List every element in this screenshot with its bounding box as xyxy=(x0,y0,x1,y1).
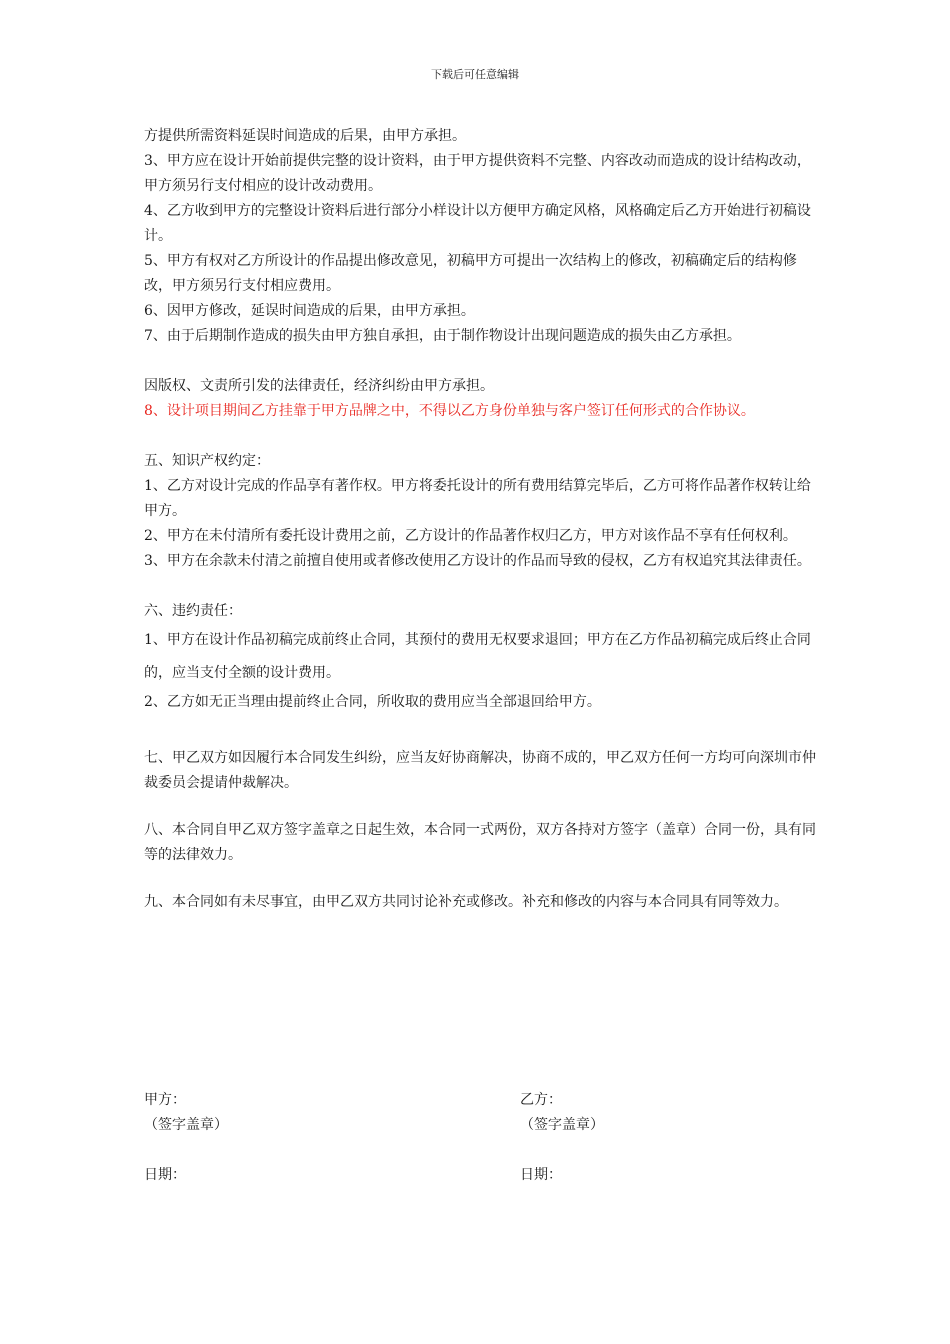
section-5-title: 五、知识产权约定： xyxy=(144,453,270,469)
clause-7: 7、由于后期制作造成的损失由甲方独自承担，由于制作物设计出现问题造成的损失由乙方承担。 xyxy=(144,328,741,344)
party-b-seal: （签字盖章） xyxy=(520,1117,604,1133)
clause-8-highlight: 8、设计项目期间乙方挂靠于甲方品牌之中，不得以乙方身份单独与客户签订任何形式的合作协议。 xyxy=(144,403,755,419)
paragraph: 方提供所需资料延误时间造成的后果，由甲方承担。 xyxy=(144,128,466,144)
party-a-seal: （签字盖章） xyxy=(144,1117,228,1133)
section-5-item-3: 3、甲方在余款未付清之前擅自使用或者修改使用乙方设计的作品而导致的侵权，乙方有权追究其法律责任。 xyxy=(144,553,811,569)
party-b-date: 日期： xyxy=(520,1167,562,1183)
section-6-item-2: 2、乙方如无正当理由提前终止合同，所收取的费用应当全部退回给甲方。 xyxy=(144,694,601,710)
contract-body xyxy=(144,124,816,915)
party-b-label: 乙方： xyxy=(520,1092,562,1108)
section-7: 七、甲乙双方如因履行本合同发生纠纷，应当友好协商解决，协商不成的，甲乙双方任何一方均可向深圳市仲裁委员会提请仲裁解决。 xyxy=(144,750,816,791)
clause-6: 6、因甲方修改，延误时间造成的后果，由甲方承担。 xyxy=(144,303,475,319)
clause-4: 4、乙方收到甲方的完整设计资料后进行部分小样设计以方便甲方确定风格，风格确定后乙方开始进行初稿设计。 xyxy=(144,203,811,244)
section-6-title: 六、违约责任： xyxy=(144,603,242,619)
party-a-label: 甲方： xyxy=(144,1092,186,1108)
clause-5: 5、甲方有权对乙方所设计的作品提出修改意见，初稿甲方可提出一次结构上的修改，初稿确定后的结构修改，甲方须另行支付相应费用。 xyxy=(144,253,797,294)
party-a-date: 日期： xyxy=(144,1167,186,1183)
clause-3: 3、甲方应在设计开始前提供完整的设计资料，由于甲方提供资料不完整、内容改动而造成的设计结构改动，甲方须另行支付相应的设计改动费用。 xyxy=(144,153,811,194)
section-5-item-2: 2、甲方在未付清所有委托设计费用之前，乙方设计的作品著作权归乙方，甲方对该作品不享有任何权利。 xyxy=(144,528,797,544)
party-b-signature xyxy=(520,1088,604,1188)
page-header: 下载后可任意编辑 xyxy=(431,68,519,81)
copyright-liability: 因版权、文责所引发的法律责任，经济纠纷由甲方承担。 xyxy=(144,378,494,394)
section-6-item-1: 1、甲方在设计作品初稿完成前终止合同，其预付的费用无权要求退回；甲方在乙方作品初稿完成后终止合同的，应当支付全额的设计费用。 xyxy=(144,632,811,681)
section-9: 九、本合同如有未尽事宜，由甲乙双方共同讨论补充或修改。补充和修改的内容与本合同具有同等效力。 xyxy=(144,894,788,910)
party-a-signature xyxy=(144,1088,228,1188)
section-5-item-1: 1、乙方对设计完成的作品享有著作权。甲方将委托设计的所有费用结算完毕后，乙方可将作品著作权转让给甲方。 xyxy=(144,478,811,519)
section-8: 八、本合同自甲乙双方签字盖章之日起生效，本合同一式两份，双方各持对方签字（盖章）合同一份，具有同等的法律效力。 xyxy=(144,822,816,863)
